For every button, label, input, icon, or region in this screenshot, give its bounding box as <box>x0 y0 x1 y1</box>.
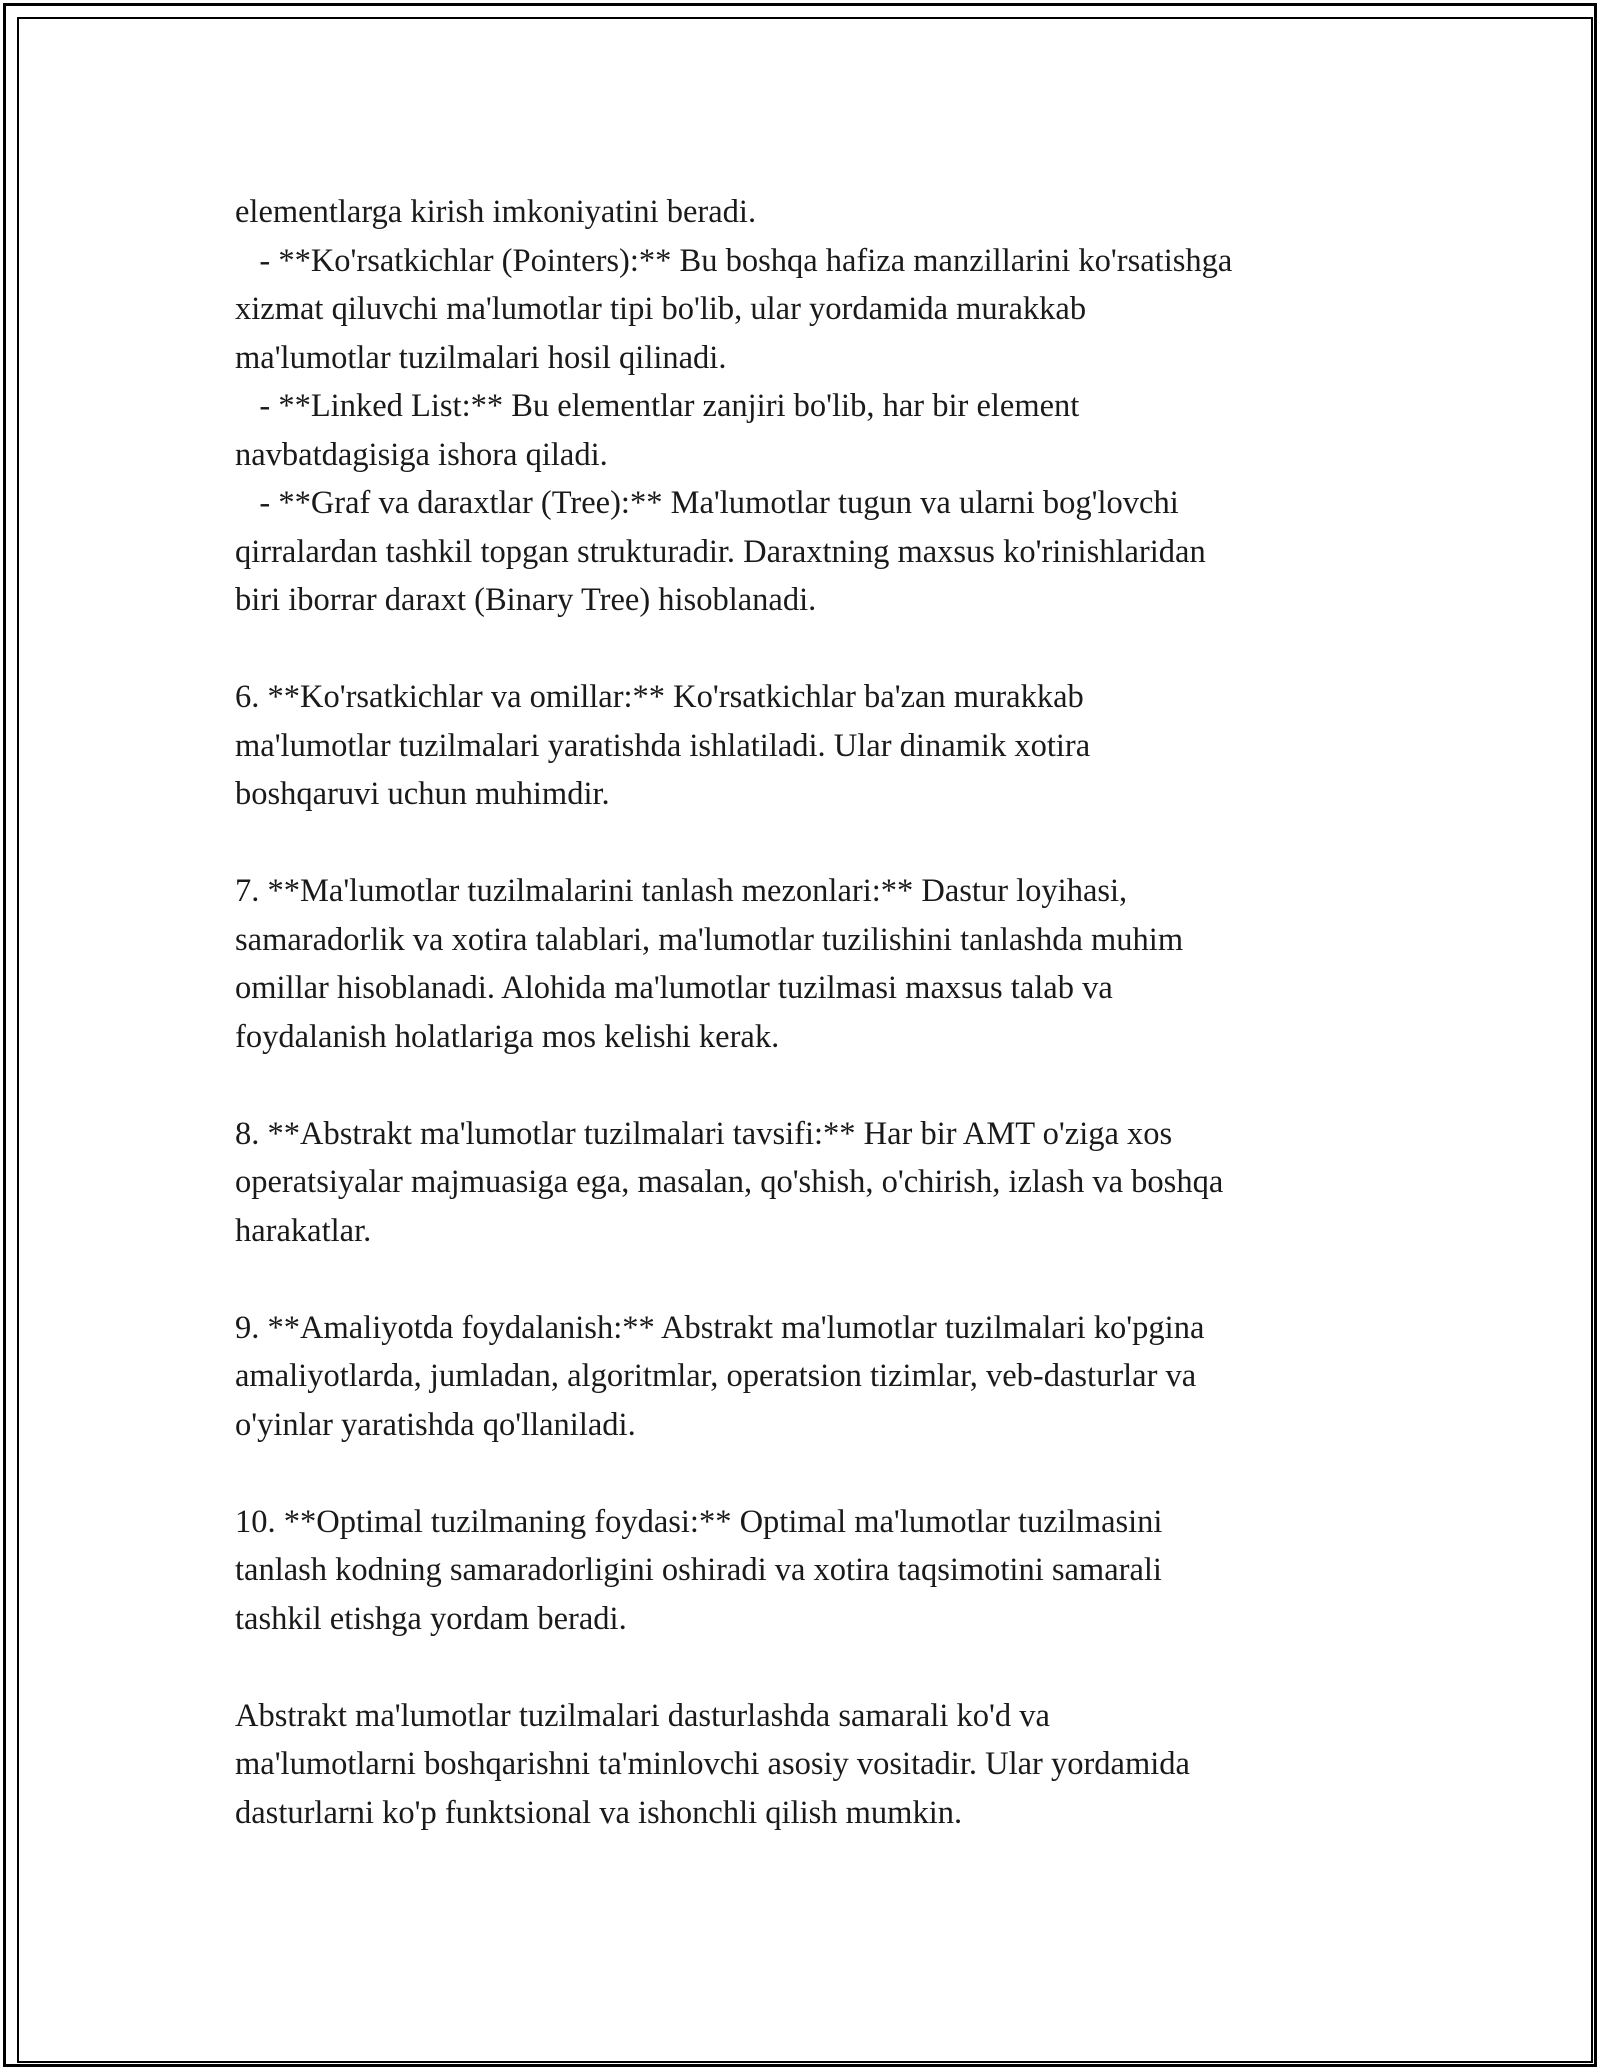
blank-line <box>235 819 1385 868</box>
text-line: qirralardan tashkil topgan strukturadir. Daraxtning maxsus ko'rinishlaridan <box>235 533 1206 570</box>
text-line: o'yinlar yaratishda qo'llaniladi. <box>235 1406 636 1443</box>
text-line: elementlarga kirish imkoniyatini beradi. <box>235 194 757 230</box>
text-line: omillar hisoblanadi. Alohida ma'lumotlar tuzilmasi maxsus talab va <box>235 970 1113 1006</box>
blank-line <box>235 625 1385 674</box>
blank-line <box>235 1061 1385 1110</box>
document-body <box>235 188 1385 1837</box>
text-line: samaradorlik va xotira talablari, ma'lumotlar tuzilishini tanlashda muhim <box>235 921 1184 958</box>
text-line: ma'lumotlarni boshqarishni ta'minlovchi asosiy vositadir. Ular yordamida <box>235 1746 1190 1782</box>
text-line: - **Graf va daraxtlar (Tree):** Ma'lumotlar tugun va ularni bog'lovchi <box>235 485 1179 521</box>
text-line: 6. **Ko'rsatkichlar va omillar:** Ko'rsatkichlar ba'zan murakkab <box>235 679 1084 715</box>
text-line: navbatdagisiga ishora qiladi. <box>235 436 608 473</box>
text-line: Abstrakt ma'lumotlar tuzilmalari dasturlashda samarali ko'd va <box>235 1697 1050 1734</box>
text-line: foydalanish holatlariga mos kelishi kerak. <box>235 1018 780 1055</box>
text-line: 8. **Abstrakt ma'lumotlar tuzilmalari tavsifi:** Har bir AMT o'ziga xos <box>235 1115 1173 1152</box>
text-line: ma'lumotlar tuzilmalari yaratishda ishlatiladi. Ular dinamik xotira <box>235 727 1091 764</box>
text-line: ma'lumotlar tuzilmalari hosil qilinadi. <box>235 339 727 376</box>
text-line: xizmat qiluvchi ma'lumotlar tipi bo'lib, ular yordamida murakkab <box>235 291 1087 327</box>
blank-line <box>235 1643 1385 1692</box>
text-line: - **Linked List:** Bu elementlar zanjiri bo'lib, har bir element <box>235 388 1080 424</box>
text-line: amaliyotlarda, jumladan, algoritmlar, operatsion tizimlar, veb-dasturlar va <box>235 1358 1197 1394</box>
text-line: dasturlarni ko'p funktsional va ishonchli qilish mumkin. <box>235 1794 963 1831</box>
text-line: - **Ko'rsatkichlar (Pointers):** Bu boshqa hafiza manzillarini ko'rsatishga <box>235 242 1233 279</box>
blank-line <box>235 1255 1385 1304</box>
text-line: boshqaruvi uchun muhimdir. <box>235 776 610 812</box>
blank-line <box>235 1449 1385 1498</box>
text-line: harakatlar. <box>235 1212 372 1249</box>
text-line: tashkil etishga yordam beradi. <box>235 1600 627 1637</box>
text-line: 9. **Amaliyotda foydalanish:** Abstrakt ma'lumotlar tuzilmalari ko'pgina <box>235 1309 1205 1346</box>
text-line: 7. **Ma'lumotlar tuzilmalarini tanlash mezonlari:** Dastur loyihasi, <box>235 873 1128 909</box>
text-line: operatsiyalar majmuasiga ega, masalan, qo'shish, o'chirish, izlash va boshqa <box>235 1164 1224 1200</box>
text-line: tanlash kodning samaradorligini oshiradi va xotira taqsimotini samarali <box>235 1552 1162 1588</box>
text-line: 10. **Optimal tuzilmaning foydasi:** Optimal ma'lumotlar tuzilmasini <box>235 1503 1163 1540</box>
text-line: biri iborrar daraxt (Binary Tree) hisoblanadi. <box>235 582 817 618</box>
